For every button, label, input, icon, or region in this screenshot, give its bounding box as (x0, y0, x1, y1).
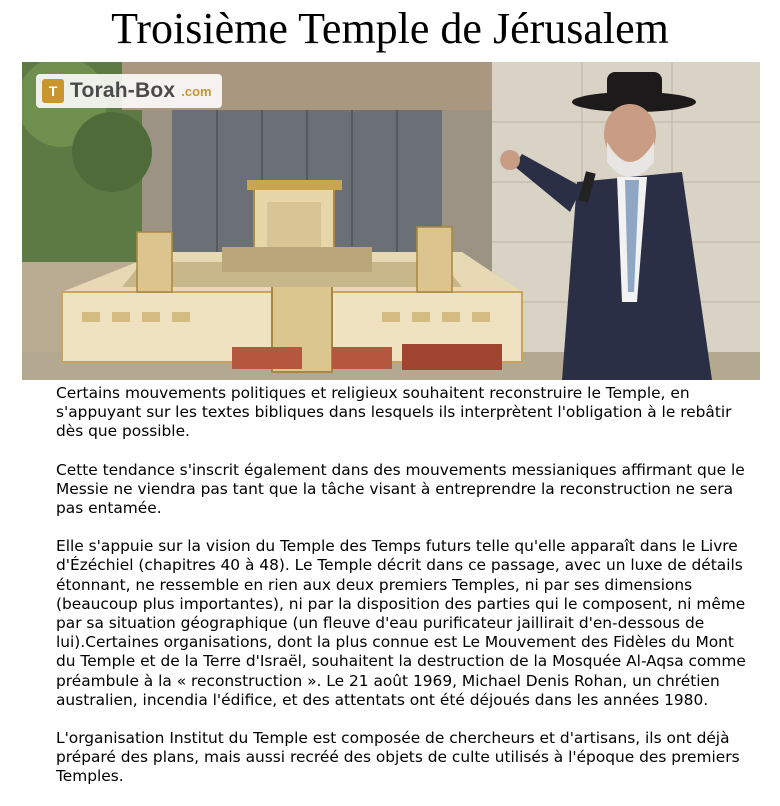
article-paragraph: Cette tendance s'inscrit également dans des mouvements messianiques affirmant que le Messie ne viendra pas tant que la tâche visant à entreprendre la reconstruction ne sera pas entamée. (56, 460, 745, 518)
article-paragraph: L'organisation Institut du Temple est composée de chercheurs et d'artisans, ils ont déjà préparé des plans, mais aussi recréé des objets de culte utilisés à l'époque des premiers Temples. (56, 729, 740, 786)
temple-model-photo (22, 62, 760, 380)
article-paragraph: Certains mouvements politiques et religieux souhaitent reconstruire le Temple, en s'appuyant sur les textes bibliques dans lesquels ils interprètent l'obligation à le rebâtir dès que possible. (56, 384, 732, 441)
logo-domain-text: .com (181, 83, 212, 99)
torah-box-logo (36, 74, 222, 108)
photo-illustration (22, 62, 760, 380)
logo-brand-text: Torah-Box (70, 79, 176, 102)
page-title: Troisième Temple de Jérusalem (111, 4, 669, 53)
article-body (56, 384, 746, 806)
article-paragraph: Elle s'appuie sur la vision du Temple des Temps futurs telle qu'elle apparaît dans le Livre d'Ézéchiel (chapitres 40 à 48). Le Temple décrit dans ce passage, avec un luxe de détails étonnant, ne ressemble en rien aux deux premiers Temples, ni par ses dimensions (beaucoup plus importantes), ni par la disposition des parties qui le composent, ni même par sa situation géographique (un fleuve d'eau purificateur jaillirait d'en-dessous de lui).Certaines organisations, dont la plus connue est Le Mouvement des Fidèles du Mont du Temple et de la Terre d'Israël, souhaitent la destruction de la Mosquée Al-Aqsa comme préambule à la « reconstruction ». Le 21 août 1969, Michael Denis Rohan, un chrétien australien, incendia l'édifice, et des attentats ont été déjoués dans les années 1980. (56, 537, 746, 709)
torah-box-logo-icon: T (42, 79, 64, 103)
